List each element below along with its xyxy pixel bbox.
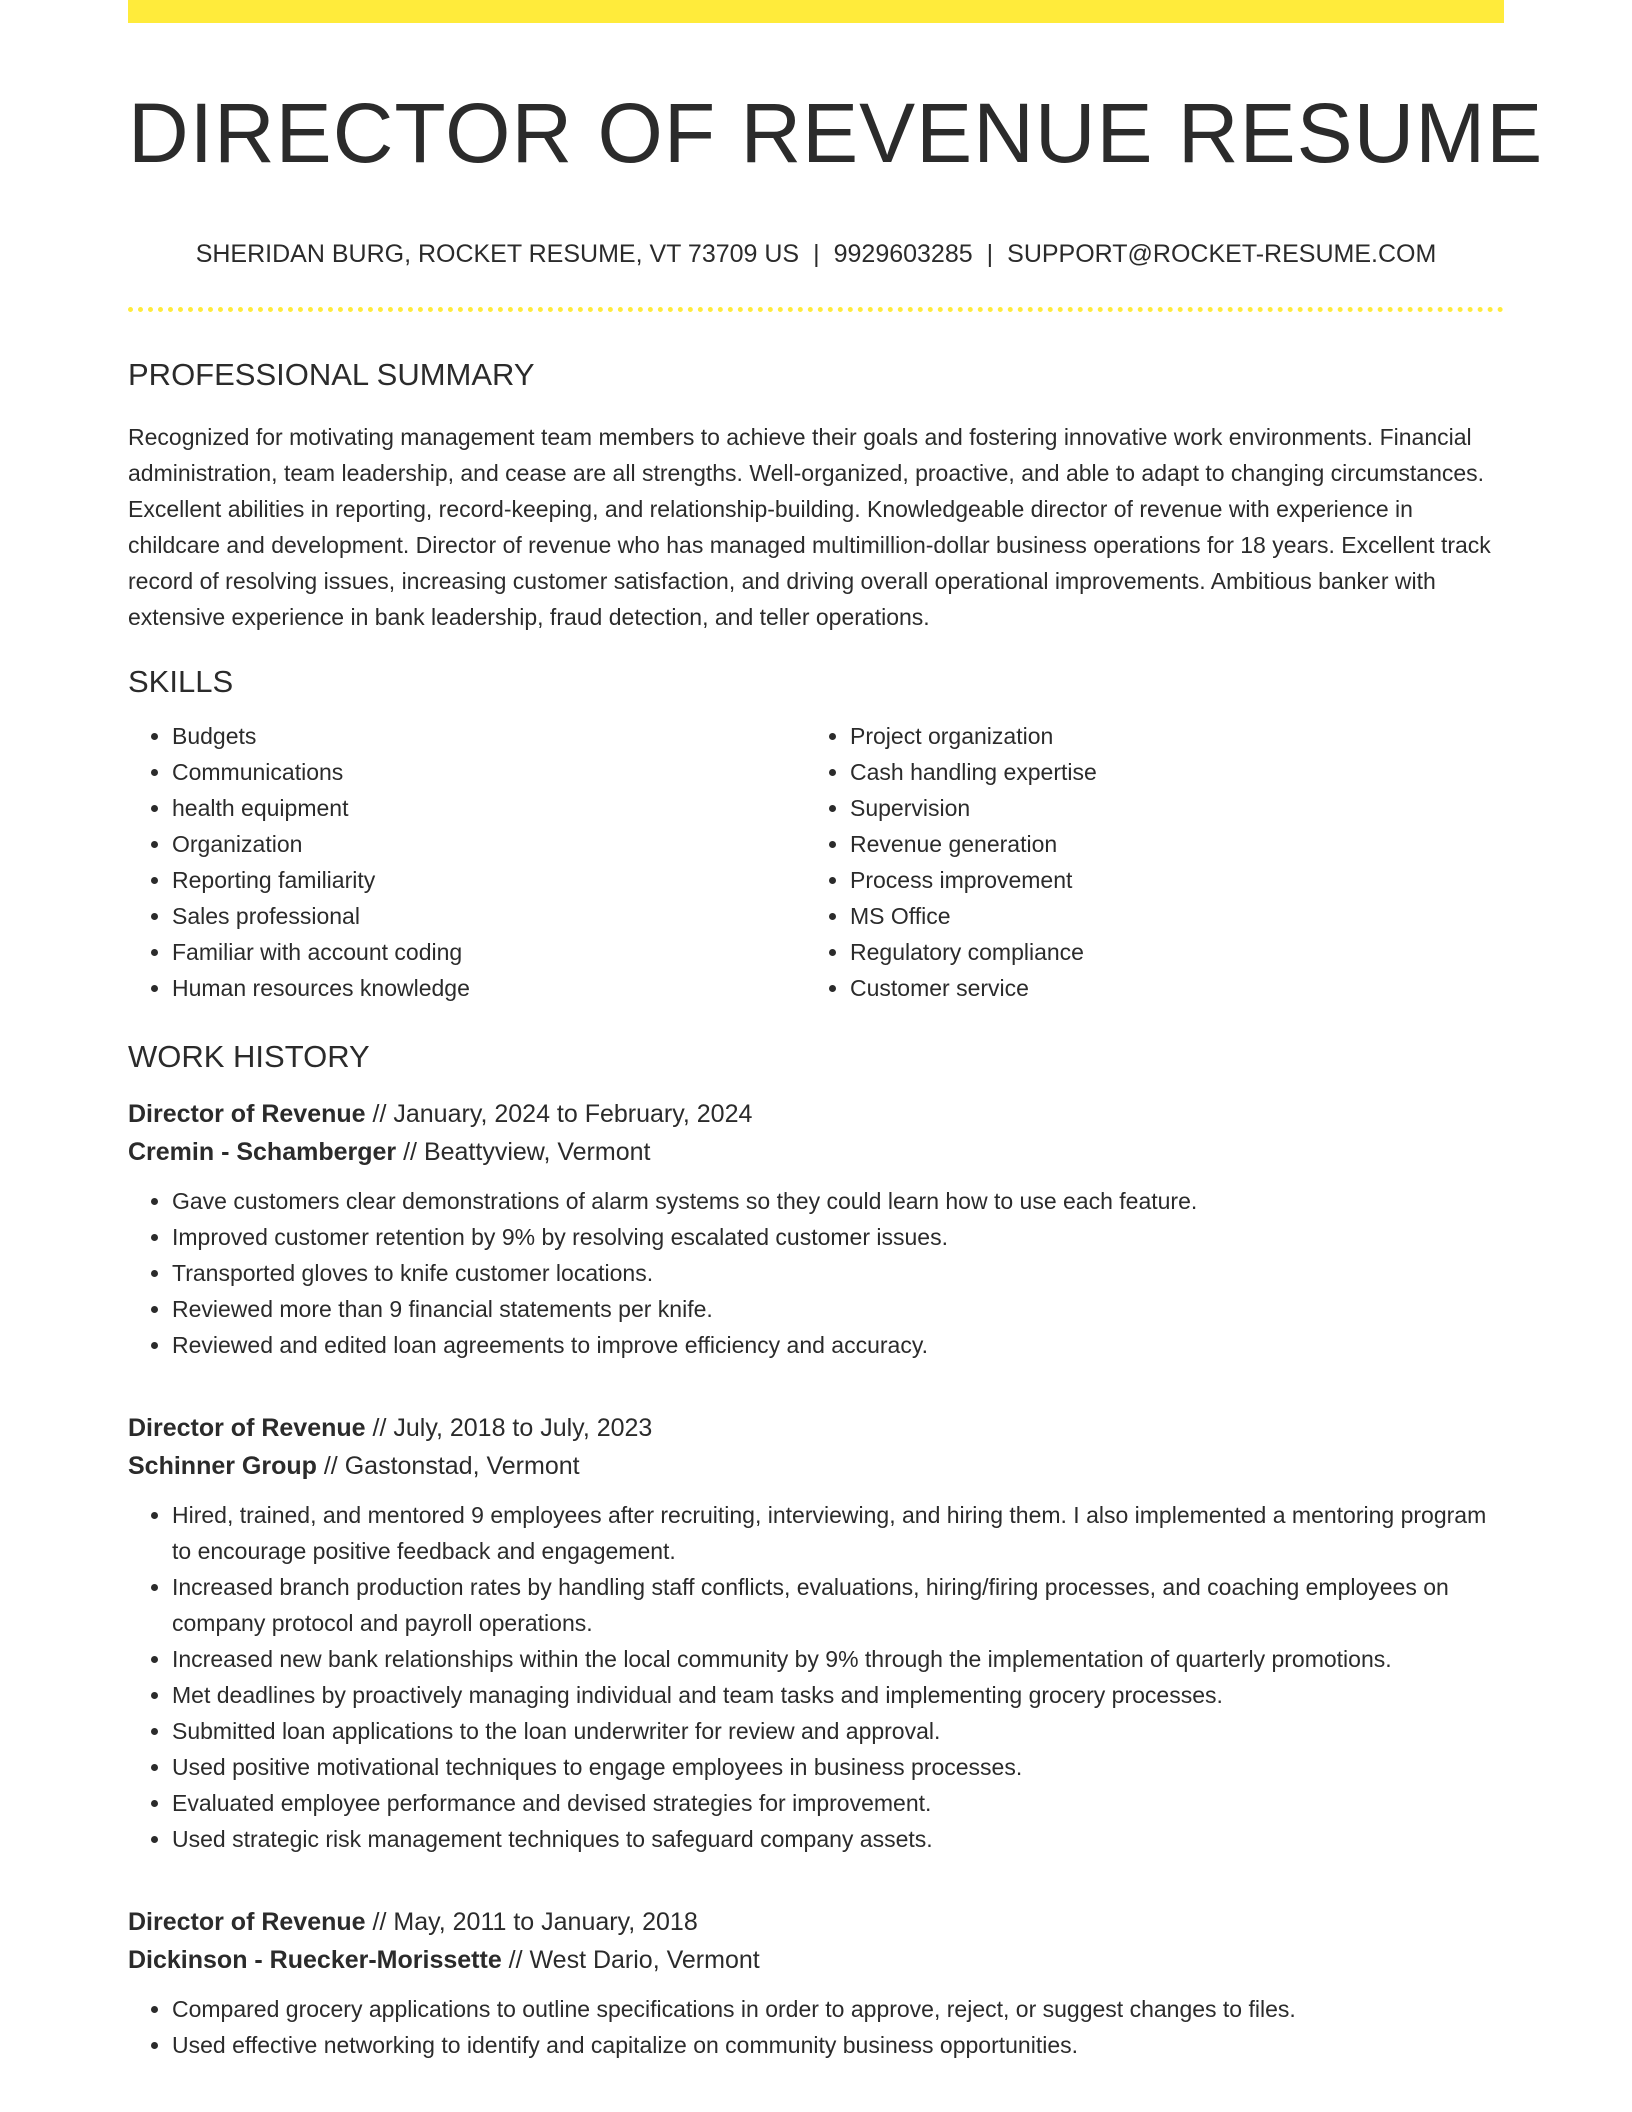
skill-item: • Revenue generation bbox=[850, 826, 1500, 862]
job-divider: // bbox=[508, 1946, 523, 1975]
job-bullets bbox=[128, 1497, 1504, 1857]
page-title: DIRECTOR OF REVENUE RESUME bbox=[128, 86, 1544, 180]
skill-item: • Project organization bbox=[850, 718, 1500, 754]
skills-list-left bbox=[128, 718, 806, 1006]
job-bullet: • Submitted loan applications to the loan underwriter for review and approval. bbox=[172, 1713, 1504, 1749]
job-divider: // bbox=[403, 1138, 417, 1167]
job-dates: January, 2024 to February, 2024 bbox=[393, 1100, 753, 1129]
contact-phone: 9929603285 bbox=[833, 239, 973, 268]
skill-item: • Human resources knowledge bbox=[172, 970, 806, 1006]
job-bullet: • Used strategic risk management techniques to safeguard company assets. bbox=[172, 1821, 1504, 1857]
resume-page bbox=[128, 0, 1544, 2063]
dotted-divider bbox=[128, 307, 1504, 312]
job-bullet: • Met deadlines by proactively managing individual and team tasks and implementing grocery processes. bbox=[172, 1677, 1504, 1713]
job-bullet: • Increased new bank relationships within the local community by 9% through the implementation of quarterly promotions. bbox=[172, 1641, 1504, 1677]
contact-line bbox=[128, 240, 1504, 269]
job-location: West Dario, Vermont bbox=[529, 1946, 760, 1975]
job-bullet: • Gave customers clear demonstrations of alarm systems so they could learn how to use each feature. bbox=[172, 1183, 1504, 1219]
job-bullets bbox=[128, 1991, 1504, 2063]
job-entry bbox=[128, 1409, 1504, 1857]
job-divider: // bbox=[372, 1414, 387, 1443]
contact-address: SHERIDAN BURG, ROCKET RESUME, VT 73709 US bbox=[195, 239, 800, 268]
job-location: Beattyview, Vermont bbox=[423, 1138, 651, 1167]
job-bullet: • Increased branch production rates by handling staff conflicts, evaluations, hiring/firing processes, and coaching employees on company protocol and payroll operations. bbox=[172, 1569, 1504, 1641]
job-dates: May, 2011 to January, 2018 bbox=[393, 1908, 698, 1937]
work-history-section bbox=[128, 1038, 1504, 2063]
summary-heading: PROFESSIONAL SUMMARY bbox=[128, 356, 535, 392]
job-entry bbox=[128, 1095, 1504, 1363]
job-company: Cremin - Schamberger bbox=[128, 1138, 397, 1167]
work-history-heading: WORK HISTORY bbox=[128, 1039, 370, 1075]
job-title-line bbox=[128, 1095, 1504, 1133]
skills-grid bbox=[128, 718, 1504, 1006]
skill-item: • health equipment bbox=[172, 790, 806, 826]
contact-email: SUPPORT@ROCKET-RESUME.COM bbox=[1007, 239, 1437, 268]
top-accent-bar bbox=[128, 0, 1504, 23]
job-divider: // bbox=[372, 1908, 387, 1937]
skill-item: • Cash handling expertise bbox=[850, 754, 1500, 790]
job-bullet: • Used effective networking to identify and capitalize on community business opportunities. bbox=[172, 2027, 1504, 2063]
summary-text: Recognized for motivating management team members to achieve their goals and fostering innovative work environments. Financial administration, team leadership, and cease are all strengths. Well-organized, proactive, and able to adapt to changing circumstances. Excellent abilities in reporting, record-keeping, and relationship-building. Knowledgeable director of revenue with experience in childcare and development. Director of revenue who has managed multimillion-dollar business operations for 18 years. Excellent track record of resolving issues, increasing customer satisfaction, and driving overall operational improvements. Ambitious banker with extensive experience in bank leadership, fraud detection, and teller operations. bbox=[128, 423, 1491, 630]
job-title-line bbox=[128, 1903, 1504, 1941]
skill-item: • Organization bbox=[172, 826, 806, 862]
skill-item: • Process improvement bbox=[850, 862, 1500, 898]
job-company-line bbox=[128, 1941, 1504, 1979]
skill-item: • Familiar with account coding bbox=[172, 934, 806, 970]
skills-list-right bbox=[806, 718, 1500, 1006]
job-company: Dickinson - Ruecker-Morissette bbox=[128, 1946, 502, 1975]
skill-item: • Reporting familiarity bbox=[172, 862, 806, 898]
skill-item: • Supervision bbox=[850, 790, 1500, 826]
skills-heading: SKILLS bbox=[128, 663, 234, 699]
job-divider: // bbox=[323, 1452, 338, 1481]
job-bullet: • Improved customer retention by 9% by resolving escalated customer issues. bbox=[172, 1219, 1504, 1255]
job-title: Director of Revenue bbox=[128, 1908, 366, 1937]
skill-item: • Budgets bbox=[172, 718, 806, 754]
job-bullet: • Transported gloves to knife customer locations. bbox=[172, 1255, 1504, 1291]
skill-item: • Sales professional bbox=[172, 898, 806, 934]
job-bullet: • Reviewed more than 9 financial statements per knife. bbox=[172, 1291, 1504, 1327]
skill-item: • Regulatory compliance bbox=[850, 934, 1500, 970]
job-company-line bbox=[128, 1133, 1504, 1171]
job-bullets bbox=[128, 1183, 1504, 1363]
skill-item: • MS Office bbox=[850, 898, 1500, 934]
skill-item: • Communications bbox=[172, 754, 806, 790]
summary-section bbox=[128, 356, 1504, 635]
job-bullet: • Hired, trained, and mentored 9 employees after recruiting, interviewing, and hiring them. I also implemented a mentoring program to encourage positive feedback and engagement. bbox=[172, 1497, 1504, 1569]
job-bullet: • Reviewed and edited loan agreements to improve efficiency and accuracy. bbox=[172, 1327, 1504, 1363]
job-bullet: • Used positive motivational techniques to engage employees in business processes. bbox=[172, 1749, 1504, 1785]
skills-section bbox=[128, 663, 1504, 1006]
contact-separator: | bbox=[813, 239, 820, 268]
job-company: Schinner Group bbox=[128, 1452, 317, 1481]
skill-item: • Customer service bbox=[850, 970, 1500, 1006]
job-title: Director of Revenue bbox=[128, 1414, 366, 1443]
contact-separator: | bbox=[986, 239, 994, 268]
job-bullet: • Evaluated employee performance and devised strategies for improvement. bbox=[172, 1785, 1504, 1821]
job-bullet: • Compared grocery applications to outline specifications in order to approve, reject, or suggest changes to files. bbox=[172, 1991, 1504, 2027]
job-divider: // bbox=[372, 1100, 387, 1129]
job-entry bbox=[128, 1903, 1504, 2063]
job-dates: July, 2018 to July, 2023 bbox=[393, 1414, 653, 1443]
job-title-line bbox=[128, 1409, 1504, 1447]
job-title: Director of Revenue bbox=[128, 1100, 366, 1129]
job-location: Gastonstad, Vermont bbox=[344, 1452, 580, 1481]
job-company-line bbox=[128, 1447, 1504, 1485]
